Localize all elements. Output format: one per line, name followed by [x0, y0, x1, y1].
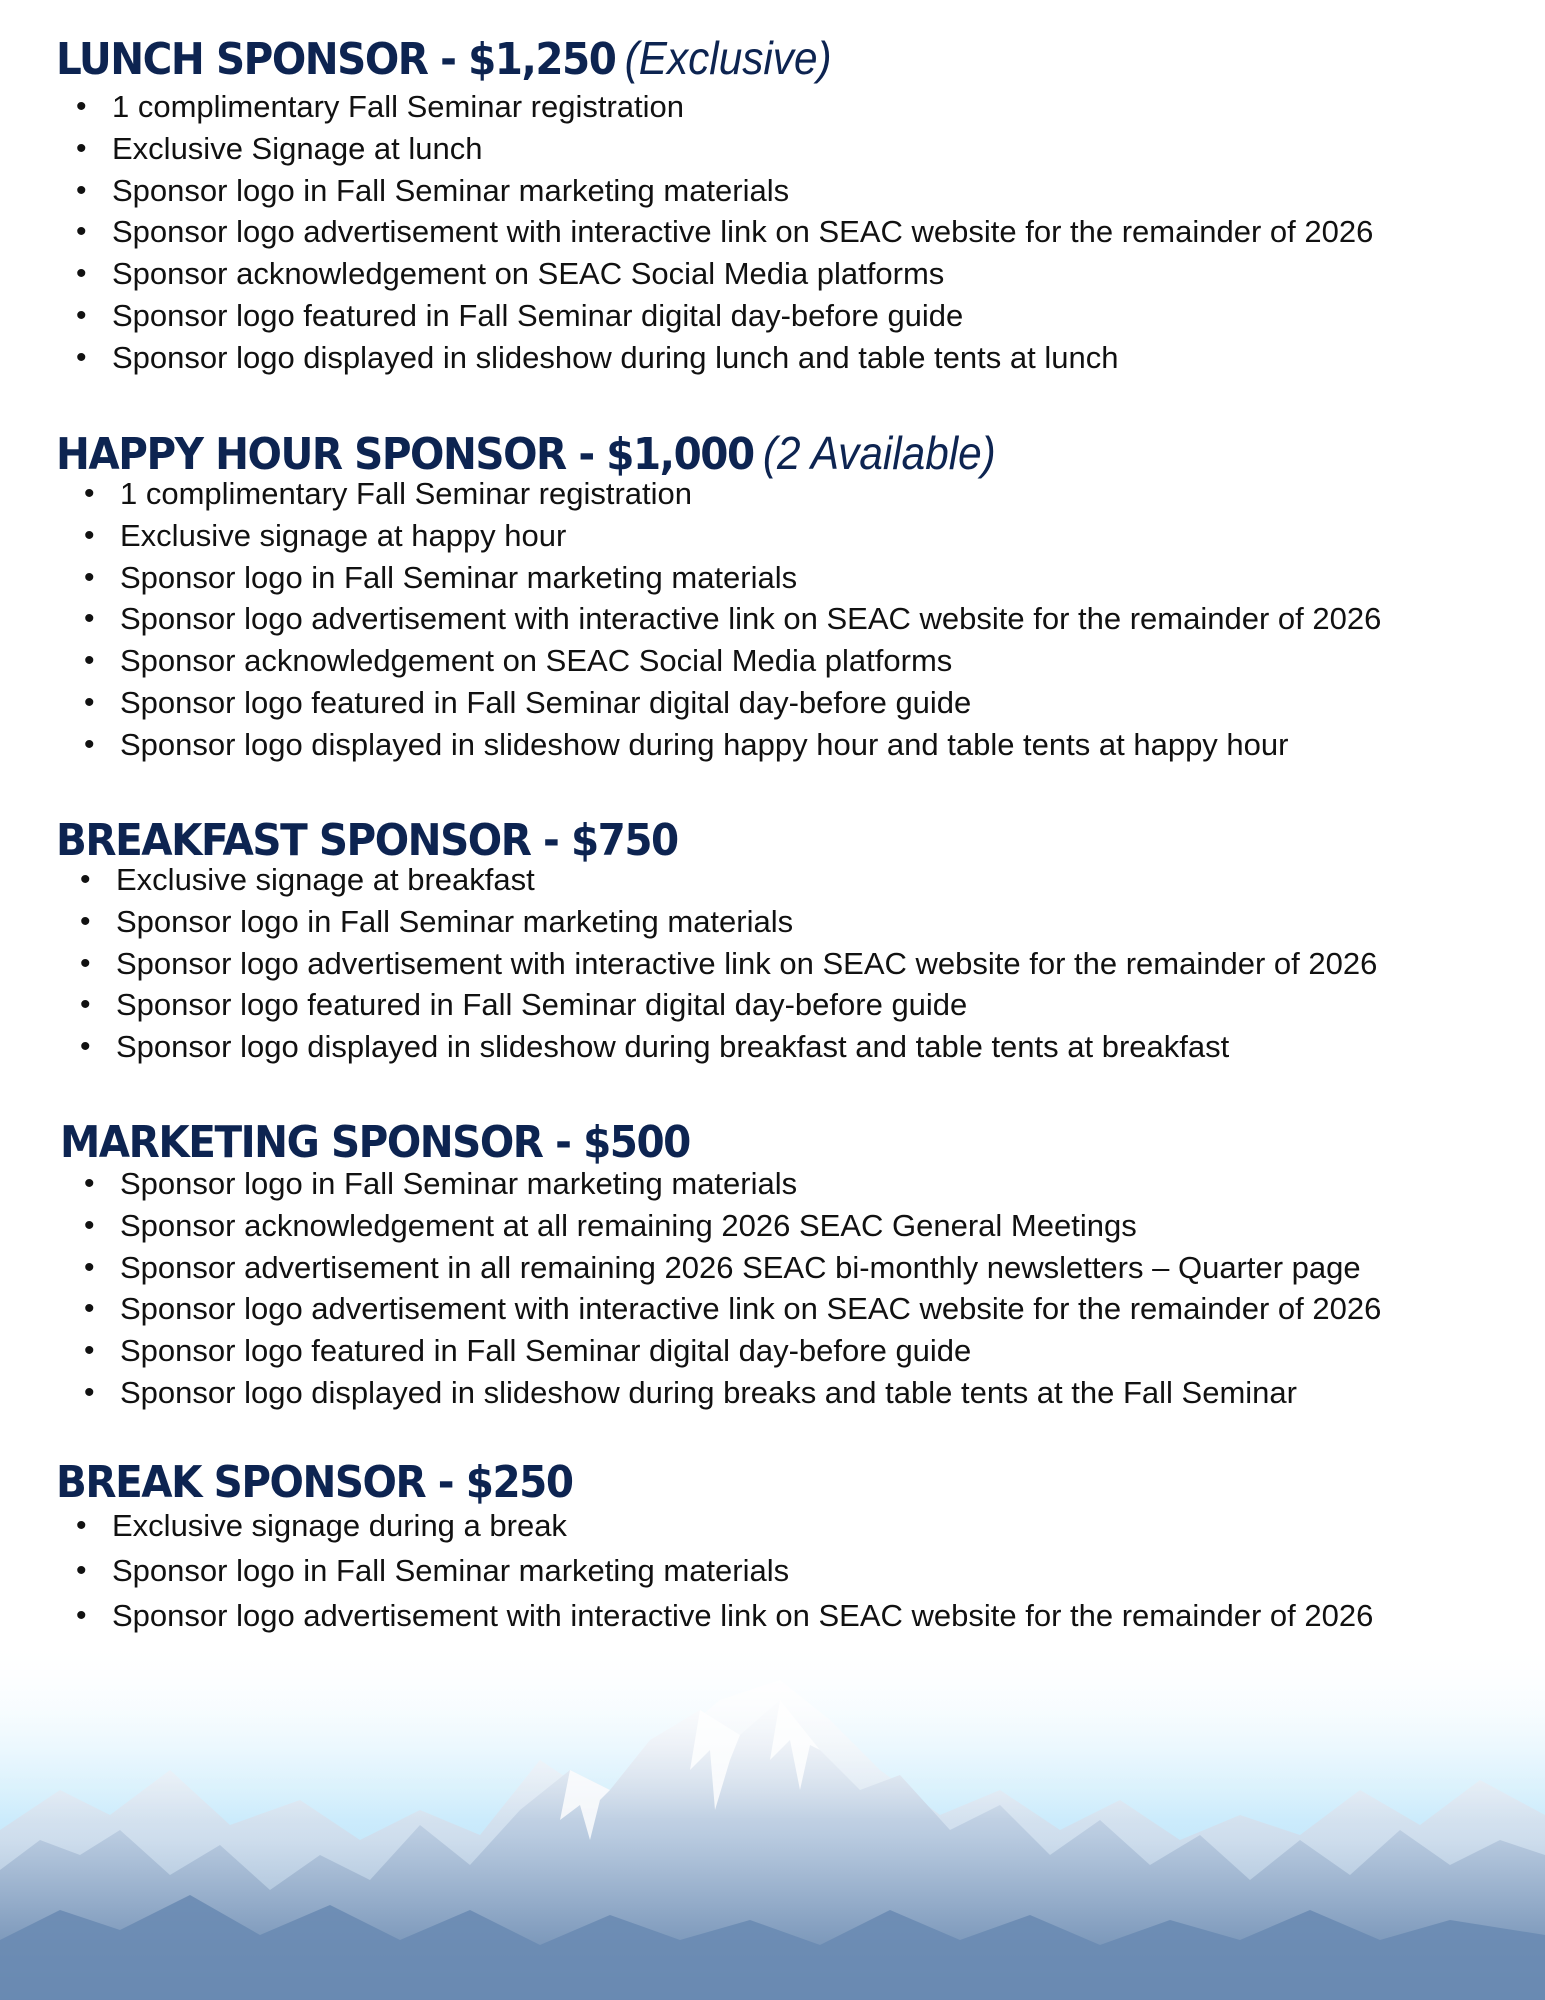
- break-sponsor-title: BREAK SPONSOR - $250: [56, 1457, 573, 1508]
- bullet-icon: •: [84, 1375, 95, 1409]
- bullet-icon: •: [76, 90, 87, 123]
- list-item: • Sponsor logo advertisement with interactive link on SEAC website for the remainder of 2026: [112, 211, 1500, 253]
- list-item: • Sponsor acknowledgement at all remaining 2026 SEAC General Meetings: [120, 1205, 1500, 1247]
- bullet-icon: •: [76, 1509, 87, 1542]
- bullet-icon: •: [84, 1292, 95, 1326]
- list-item: • Sponsor logo in Fall Seminar marketing materials: [116, 901, 1500, 943]
- list-item: • Sponsor logo advertisement with interactive link on SEAC website for the remainder of 2026: [120, 598, 1500, 640]
- list-item: • Sponsor acknowledgement on SEAC Social Media platforms: [112, 253, 1500, 295]
- list-item: • Sponsor logo displayed in slideshow during breaks and table tents at the Fall Seminar: [120, 1372, 1500, 1414]
- list-item: • Sponsor logo in Fall Seminar marketing materials: [112, 170, 1500, 212]
- list-item: • Sponsor logo featured in Fall Seminar digital day-before guide: [120, 1330, 1500, 1372]
- bullet-icon: •: [76, 215, 87, 249]
- lunch-sponsor-note: (Exclusive): [624, 32, 832, 84]
- list-item: • 1 complimentary Fall Seminar registration: [120, 473, 1500, 515]
- bullet-icon: •: [84, 602, 95, 636]
- lunch-sponsor-heading: [56, 30, 1384, 88]
- bullet-icon: •: [76, 1599, 87, 1632]
- bullet-icon: •: [80, 863, 91, 896]
- bullet-icon: •: [76, 1554, 87, 1587]
- list-item: • Exclusive Signage at lunch: [112, 128, 1500, 170]
- bullet-icon: •: [84, 1334, 95, 1368]
- list-item: • Exclusive signage at breakfast: [116, 859, 1500, 901]
- bullet-icon: •: [80, 904, 91, 938]
- list-item: • Sponsor logo featured in Fall Seminar digital day-before guide: [112, 295, 1500, 337]
- marketing-sponsor-benefits: [84, 1163, 1500, 1414]
- list-item: • Sponsor logo advertisement with interactive link on SEAC website for the remainder of 2026: [112, 1593, 1500, 1638]
- breakfast-sponsor-benefits: [80, 859, 1500, 1068]
- happy-hour-sponsor-title: HAPPY HOUR SPONSOR - $1,000: [56, 429, 754, 480]
- list-item: • Sponsor acknowledgement on SEAC Social Media platforms: [120, 640, 1500, 682]
- bullet-icon: •: [84, 1250, 95, 1284]
- list-item: • Sponsor logo featured in Fall Seminar digital day-before guide: [116, 984, 1500, 1026]
- bullet-icon: •: [80, 946, 91, 980]
- list-item: • Sponsor logo in Fall Seminar marketing materials: [112, 1548, 1500, 1593]
- bullet-icon: •: [84, 685, 95, 719]
- lunch-sponsor-section: [0, 30, 1500, 379]
- list-item: • Exclusive signage at happy hour: [120, 515, 1500, 557]
- bullet-icon: •: [84, 1167, 95, 1200]
- happy-hour-sponsor-benefits: [84, 473, 1500, 766]
- top-fade: [0, 1640, 1545, 2000]
- bullet-icon: •: [84, 727, 95, 761]
- lunch-sponsor-title: LUNCH SPONSOR - $1,250: [56, 34, 616, 85]
- happy-hour-sponsor-section: [0, 425, 1500, 766]
- bullet-icon: •: [84, 477, 95, 510]
- bullet-icon: •: [76, 131, 87, 165]
- bullet-icon: •: [84, 560, 95, 594]
- list-item: • Sponsor advertisement in all remaining 2026 SEAC bi-monthly newsletters – Quarter page: [120, 1247, 1500, 1289]
- bullet-icon: •: [76, 257, 87, 291]
- marketing-sponsor-section: [0, 1115, 1500, 1414]
- bullet-icon: •: [80, 1030, 91, 1064]
- breakfast-sponsor-title: BREAKFAST SPONSOR - $750: [56, 815, 678, 866]
- marketing-sponsor-title: MARKETING SPONSOR - $500: [60, 1117, 690, 1168]
- mountain-range-illustration: [0, 1640, 1545, 2000]
- bullet-icon: •: [76, 298, 87, 332]
- lunch-sponsor-benefits: [76, 86, 1500, 379]
- list-item: • 1 complimentary Fall Seminar registration: [112, 86, 1500, 128]
- happy-hour-sponsor-note: (2 Available): [762, 427, 996, 479]
- bullet-icon: •: [84, 518, 95, 552]
- list-item: • Sponsor logo displayed in slideshow during breakfast and table tents at breakfast: [116, 1026, 1500, 1068]
- list-item: • Sponsor logo in Fall Seminar marketing materials: [120, 1163, 1500, 1205]
- bullet-icon: •: [76, 173, 87, 207]
- list-item: • Sponsor logo displayed in slideshow during happy hour and table tents at happy hour: [120, 724, 1500, 766]
- bullet-icon: •: [80, 988, 91, 1022]
- list-item: • Sponsor logo advertisement with interactive link on SEAC website for the remainder of 2026: [116, 943, 1500, 985]
- bullet-icon: •: [76, 340, 87, 374]
- bullet-icon: •: [84, 644, 95, 678]
- list-item: • Sponsor logo in Fall Seminar marketing materials: [120, 557, 1500, 599]
- bullet-icon: •: [84, 1208, 95, 1242]
- breakfast-sponsor-section: [0, 813, 1500, 1068]
- list-item: • Exclusive signage during a break: [112, 1503, 1500, 1548]
- list-item: • Sponsor logo advertisement with interactive link on SEAC website for the remainder of 2026: [120, 1288, 1500, 1330]
- list-item: • Sponsor logo featured in Fall Seminar digital day-before guide: [120, 682, 1500, 724]
- list-item: • Sponsor logo displayed in slideshow during lunch and table tents at lunch: [112, 337, 1500, 379]
